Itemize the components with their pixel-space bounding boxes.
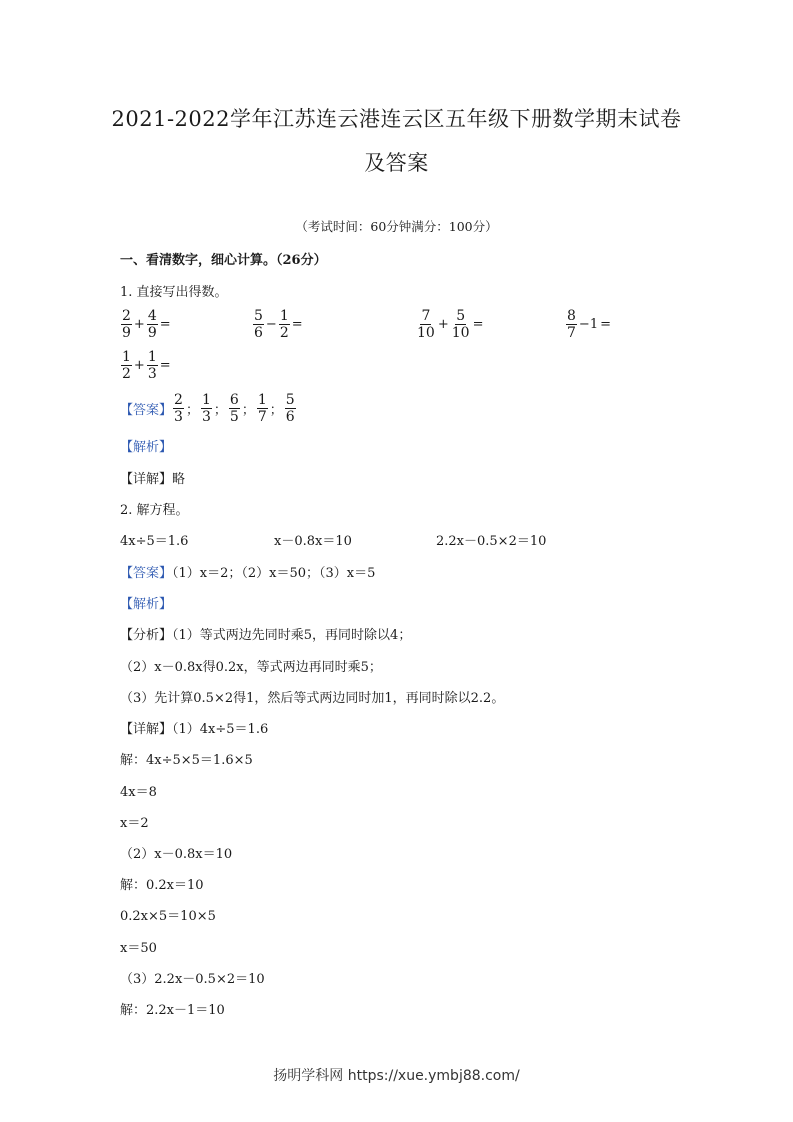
answer-fraction: $\frac{5}{6}$ — [285, 392, 295, 425]
fraction: $\frac{1}{2}$ — [122, 349, 131, 382]
section-1-heading: 一、看清数字，细心计算。（26分） — [120, 253, 327, 268]
fraction: $\frac{5}{6}$ — [254, 308, 263, 341]
fraction: $\frac{8}{7}$ — [567, 308, 576, 341]
answer-text: （1）x＝2；（2）x＝50；（3）x＝5 — [172, 566, 376, 581]
q1-problem-3: $\frac{7}{10}$ + $\frac{5}{10}$ = — [417, 308, 484, 341]
fraction: $\frac{1}{2}$ — [279, 308, 289, 341]
answer-fraction: $\frac{1}{3}$ — [201, 392, 211, 425]
q1-problem-1: $\frac{2}{9}$ + $\frac{4}{9}$ = — [122, 308, 171, 341]
document-title-line-1: 2021-2022学年江苏连云港连云区五年级下册数学期末试卷 — [111, 107, 682, 131]
answer-fraction: $\frac{6}{5}$ — [229, 392, 239, 425]
q1-answer-line: 【答案】 $\frac{2}{3}$ ； $\frac{1}{3}$ ； $\frac{6}{5}$ ； $\frac{1}{7}$ ； $\frac{5}{6}$ — [120, 392, 295, 425]
q1-detail — [120, 468, 185, 487]
answer-tag: 【答案】 — [120, 403, 173, 418]
q2-step: x＝50 — [120, 941, 157, 956]
answer-fraction: $\frac{1}{7}$ — [257, 392, 267, 425]
q2-step: 解：0.2x＝10 — [120, 878, 204, 893]
q2-label: 2. 解方程。 — [120, 503, 189, 518]
fraction: $\frac{7}{10}$ — [417, 308, 435, 341]
q2-step: （3）2.2x－0.5×2＝10 — [120, 972, 265, 987]
fraction: $\frac{1}{3}$ — [147, 349, 157, 382]
q2-equation-2: x－0.8x＝10 — [274, 534, 352, 549]
fraction: $\frac{5}{10}$ — [451, 308, 470, 341]
answer-fraction: $\frac{2}{3}$ — [174, 392, 183, 425]
q1-problem-2: $\frac{5}{6}$ − $\frac{1}{2}$ = — [254, 308, 303, 341]
q2-detail-line: 【详解】（1）4x÷5＝1.6 — [120, 722, 269, 737]
q2-equation-1: 4x÷5＝1.6 — [120, 534, 189, 549]
q2-step: 4x＝8 — [120, 785, 157, 800]
fenxi-tag: 【分析】 — [120, 628, 173, 643]
answer-tag: 【答案】 — [120, 566, 173, 581]
q2-step: （2）x－0.8x＝10 — [120, 847, 233, 862]
detail-text: 略 — [172, 472, 186, 487]
detail-tag: 【详解】 — [120, 472, 173, 487]
document-title-line-2: 及答案 — [364, 151, 429, 175]
detail-tag: 【详解】 — [120, 722, 173, 737]
q2-fenxi-line-3: （3）先计算0.5×2得1，然后等式两边同时加1，再同时除以2.2。 — [120, 691, 505, 706]
fraction: $\frac{2}{9}$ — [122, 308, 131, 341]
q2-analysis-tag: 【解析】 — [120, 597, 173, 612]
q2-step: 解：2.2x－1＝10 — [120, 1003, 225, 1018]
q1-analysis-tag: 【解析】 — [120, 440, 173, 455]
q1-problem-4: $\frac{8}{7}$ −1 = — [567, 308, 611, 341]
q2-fenxi-line-2: （2）x－0.8x得0.2x，等式两边再同时乘5； — [120, 660, 382, 675]
exam-meta: （考试时间：60分钟满分：100分） — [295, 219, 498, 234]
q2-step: x＝2 — [120, 816, 149, 831]
q2-step: 0.2x×5＝10×5 — [120, 909, 216, 924]
q1-problem-5: $\frac{1}{2}$ + $\frac{1}{3}$ = — [122, 349, 171, 382]
q2-fenxi-line-1: 【分析】（1）等式两边先同时乘5，再同时除以4； — [120, 628, 412, 643]
fraction: $\frac{4}{9}$ — [147, 308, 157, 341]
page-footer-watermark: 扬明学科网 https://xue.ymbj88.com/ — [273, 1068, 520, 1084]
q1-label: 1. 直接写出得数。 — [120, 285, 228, 300]
q2-answer-line — [120, 562, 375, 581]
q2-step: 解：4x÷5×5＝1.6×5 — [120, 753, 253, 768]
q2-equation-3: 2.2x－0.5×2＝10 — [436, 534, 547, 549]
